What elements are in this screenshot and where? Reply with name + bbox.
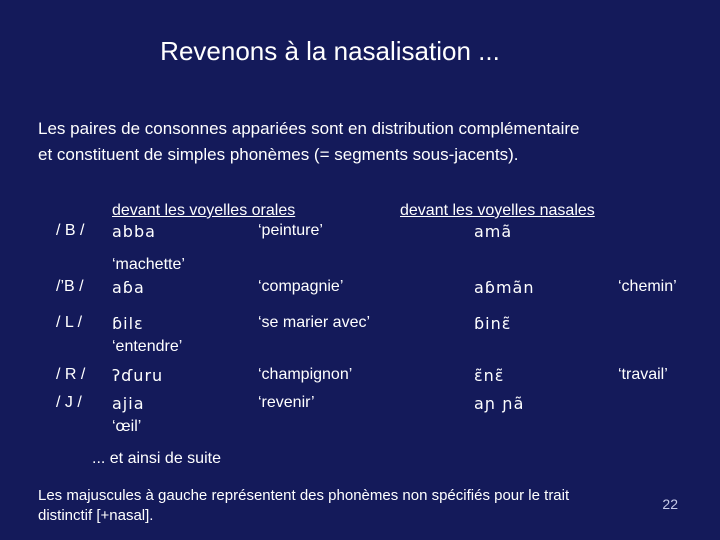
nasal-form: amã [474, 222, 513, 241]
phoneme-label: / J / [56, 394, 82, 411]
phoneme-label: / L / [56, 314, 83, 331]
oral-gloss: ‘revenir’ [258, 394, 315, 411]
oral-form: ʔɗuru [112, 366, 164, 385]
oral-gloss: ‘œil’ [112, 418, 142, 435]
column-heading-oral: devant les voyelles orales [112, 202, 296, 219]
phoneme-label: / B / [56, 222, 85, 239]
footer-note [38, 486, 569, 526]
oral-gloss: ‘peinture’ [258, 222, 323, 239]
nasal-form: aɓmãn [474, 278, 535, 297]
oral-form: aɓa [112, 278, 145, 297]
oral-gloss: ‘compagnie’ [258, 278, 344, 295]
intro-paragraph [38, 116, 698, 168]
phoneme-label: /’B / [56, 278, 84, 295]
intro-line: Les paires de consonnes appariées sont en distribution complémentaire [38, 119, 580, 138]
slide-title: Revenons à la nasalisation ... [160, 36, 500, 66]
footer-line: Les majuscules à gauche représentent des phonèmes non spécifiés pour le trait [38, 487, 570, 504]
intro-line: et constituent de simples phonèmes (= segments sous-jacents). [38, 145, 519, 164]
oral-gloss: ‘machette’ [112, 256, 185, 273]
oral-form: ɓilɛ [112, 314, 144, 333]
oral-form: ajia [112, 394, 145, 413]
nasal-form: ɛ̃nɛ̃ [474, 366, 505, 385]
nasal-form: ɓinɛ̃ [474, 314, 512, 333]
column-heading-nasal: devant les voyelles nasales [400, 202, 595, 219]
nasal-form: aɲ ɲã [474, 394, 525, 413]
oral-form: abba [112, 222, 156, 241]
oral-gloss: ‘champignon’ [258, 366, 353, 383]
continuation-text: ... et ainsi de suite [92, 450, 221, 467]
phoneme-label: / R / [56, 366, 86, 383]
nasal-gloss: ‘travail’ [618, 366, 668, 383]
page-number: 22 [662, 496, 678, 512]
nasal-gloss: ‘chemin’ [618, 278, 677, 295]
footer-line: distinctif [+nasal]. [38, 507, 154, 524]
oral-gloss: ‘entendre’ [112, 338, 183, 355]
oral-gloss: ‘se marier avec’ [258, 314, 371, 331]
